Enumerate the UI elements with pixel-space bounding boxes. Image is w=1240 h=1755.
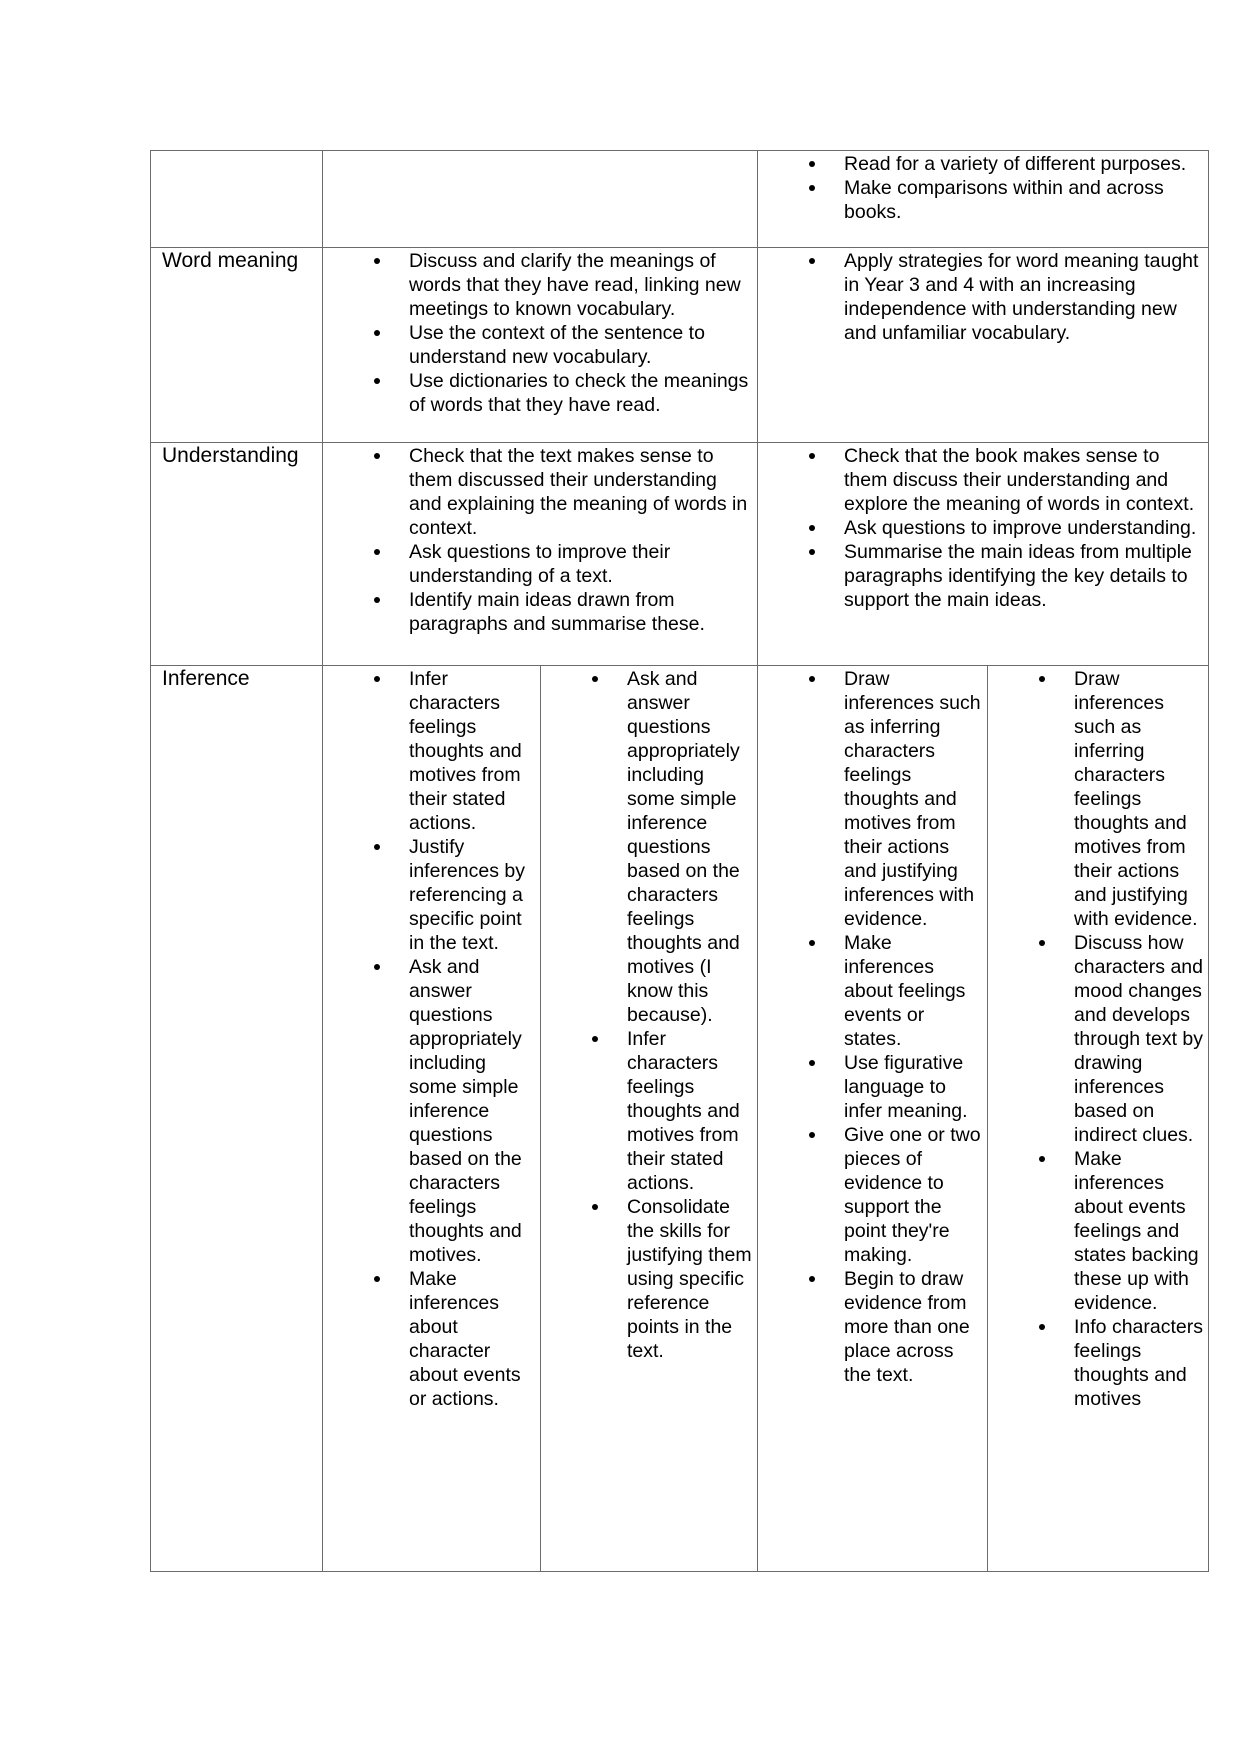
row-label-understanding: Understanding bbox=[151, 443, 323, 666]
list-item: Use figurative language to infer meaning. bbox=[758, 1051, 987, 1123]
cell-inference-col3 bbox=[758, 666, 988, 1572]
row-label-word-meaning: Word meaning bbox=[151, 248, 323, 443]
table-row-word-meaning bbox=[151, 248, 1209, 443]
list-item: Discuss and clarify the meanings of words that they have read, linking new meetings to known vocabulary. bbox=[323, 249, 757, 321]
bullet-list bbox=[758, 152, 1208, 224]
list-item: Read for a variety of different purposes. bbox=[758, 152, 1208, 176]
list-item: Draw inferences such as inferring characters feelings thoughts and motives from their actions and justifying inferences with evidence. bbox=[758, 667, 987, 931]
table-row-understanding bbox=[151, 443, 1209, 666]
bullet-list bbox=[323, 444, 757, 636]
list-item: Justify inferences by referencing a specific point in the text. bbox=[323, 835, 540, 955]
bullet-list bbox=[758, 667, 987, 1387]
list-item: Use dictionaries to check the meanings of words that they have read. bbox=[323, 369, 757, 417]
bullet-list bbox=[323, 667, 540, 1411]
list-item: Discuss how characters and mood changes and develops through text by drawing inferences based on indirect clues. bbox=[988, 931, 1208, 1147]
cell-inference-col2 bbox=[541, 666, 758, 1572]
cell-left bbox=[323, 443, 758, 666]
list-item: Ask questions to improve understanding. bbox=[758, 516, 1208, 540]
table-row-inference bbox=[151, 666, 1209, 1572]
list-item: Info characters feelings thoughts and motives bbox=[988, 1315, 1208, 1411]
row-label-inference: Inference bbox=[151, 666, 323, 1572]
bullet-list bbox=[323, 249, 757, 417]
list-item: Infer characters feelings thoughts and motives from their stated actions. bbox=[323, 667, 540, 835]
list-item: Give one or two pieces of evidence to support the point they're making. bbox=[758, 1123, 987, 1267]
bullet-list bbox=[988, 667, 1208, 1411]
cell-right bbox=[758, 248, 1209, 443]
list-item: Make inferences about character about events or actions. bbox=[323, 1267, 540, 1411]
list-item: Check that the book makes sense to them discuss their understanding and explore the meaning of words in context. bbox=[758, 444, 1208, 516]
list-item: Ask questions to improve their understanding of a text. bbox=[323, 540, 757, 588]
bullet-list bbox=[758, 249, 1208, 345]
list-item: Consolidate the skills for justifying them using specific reference points in the text. bbox=[541, 1195, 757, 1363]
list-item: Check that the text makes sense to them discussed their understanding and explaining the meaning of words in context. bbox=[323, 444, 757, 540]
list-item: Begin to draw evidence from more than one place across the text. bbox=[758, 1267, 987, 1387]
cell-inference-col4 bbox=[988, 666, 1209, 1572]
list-item: Use the context of the sentence to understand new vocabulary. bbox=[323, 321, 757, 369]
cell-right bbox=[758, 443, 1209, 666]
cell-right bbox=[758, 151, 1209, 248]
bullet-list bbox=[541, 667, 757, 1363]
row-label-empty bbox=[151, 151, 323, 248]
list-item: Identify main ideas drawn from paragraphs and summarise these. bbox=[323, 588, 757, 636]
list-item: Make comparisons within and across books. bbox=[758, 176, 1208, 224]
list-item: Make inferences about events feelings and states backing these up with evidence. bbox=[988, 1147, 1208, 1315]
list-item: Make inferences about feelings events or states. bbox=[758, 931, 987, 1051]
cell-inference-col1 bbox=[323, 666, 541, 1572]
table-row-continuation bbox=[151, 151, 1209, 248]
list-item: Ask and answer questions appropriately including some simple inference questions based on the characters feelings thoughts and motives (I know this because). bbox=[541, 667, 757, 1027]
list-item: Summarise the main ideas from multiple paragraphs identifying the key details to support the main ideas. bbox=[758, 540, 1208, 612]
list-item: Draw inferences such as inferring characters feelings thoughts and motives from their actions and justifying with evidence. bbox=[988, 667, 1208, 931]
list-item: Infer characters feelings thoughts and motives from their stated actions. bbox=[541, 1027, 757, 1195]
cell-left-empty bbox=[323, 151, 758, 248]
cell-left bbox=[323, 248, 758, 443]
bullet-list bbox=[758, 444, 1208, 612]
reading-curriculum-table bbox=[150, 150, 1209, 1572]
list-item: Ask and answer questions appropriately including some simple inference questions based on the characters feelings thoughts and motives. bbox=[323, 955, 540, 1267]
list-item: Apply strategies for word meaning taught in Year 3 and 4 with an increasing independence with understanding new and unfamiliar vocabulary. bbox=[758, 249, 1208, 345]
